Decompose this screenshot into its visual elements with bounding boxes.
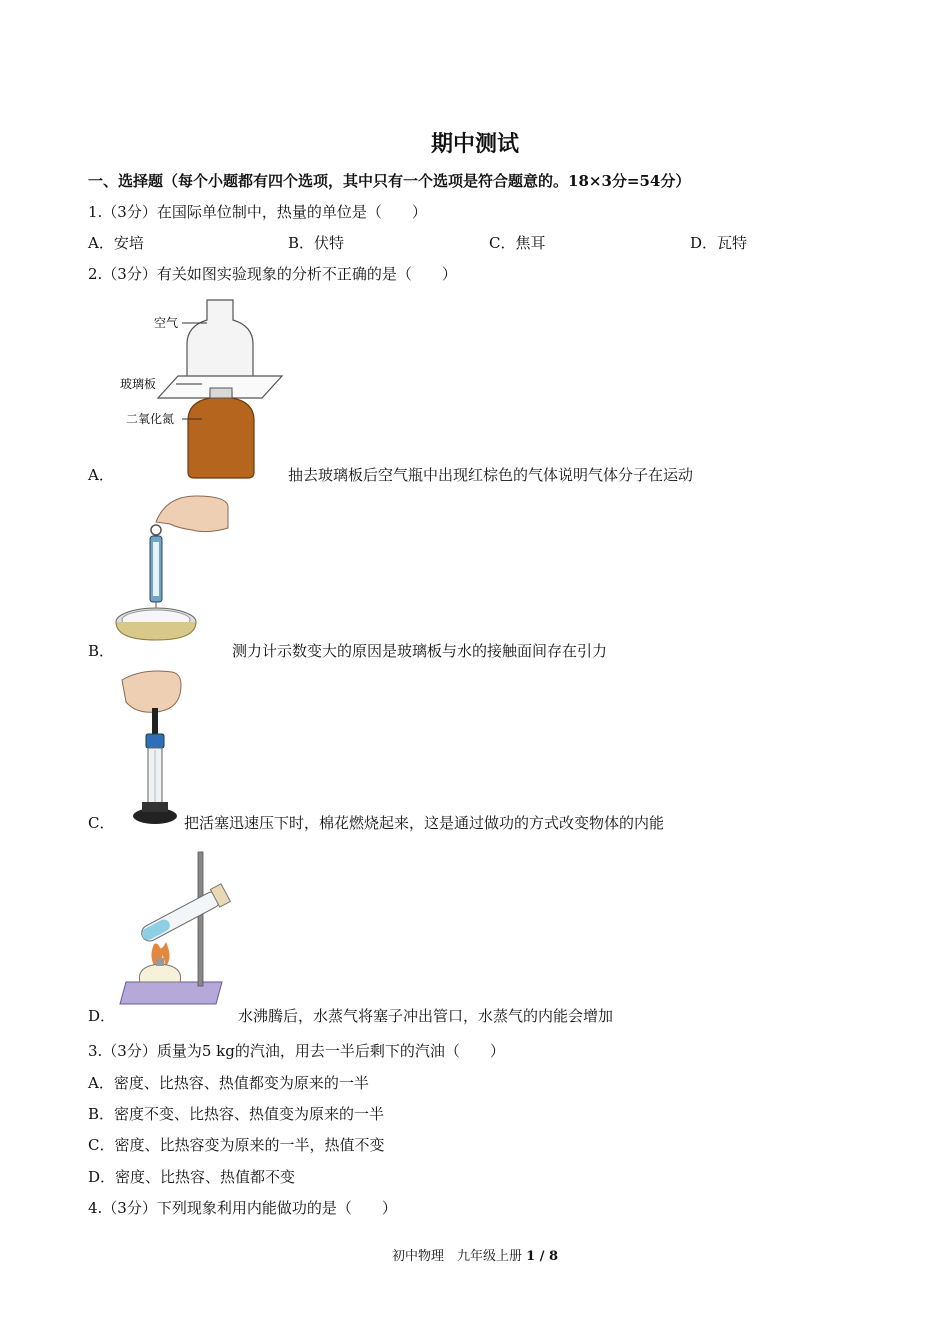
q2-option-d-letter: D． [88,1007,116,1025]
q3-option-a: A．密度、比热容、热值都变为原来的一半 [88,1074,369,1092]
q3-option-c: C．密度、比热容变为原来的一半，热值不变 [88,1136,385,1154]
q1-option-a: A．安培 [88,234,144,252]
q1-option-b: B．伏特 [288,234,345,252]
section-heading: 一、选择题（每个小题都有四个选项，其中只有一个选项是符合题意的。18×3分=54分） [88,172,691,190]
q2-option-c-text: 把活塞迅速压下时，棉花燃烧起来，这是通过做功的方式改变物体的内能 [184,814,665,832]
q2-option-b-letter: B． [88,642,115,660]
page-footer [0,1245,950,1264]
question-4-stem: 4.（3分）下列现象利用内能做功的是（ ） [88,1199,397,1217]
q3-option-d: D．密度、比热容、热值都不变 [88,1168,296,1186]
question-2-stem: 2.（3分）有关如图实验现象的分析不正确的是（ ） [88,265,457,283]
question-3-stem: 3.（3分）质量为5 kg的汽油，用去一半后剩下的汽油（ ） [88,1042,505,1060]
label-glass-plate: 玻璃板 [120,377,157,391]
q3-option-b: B．密度不变、比热容、热值变为原来的一半 [88,1105,385,1123]
label-no2: 二氧化氮 [126,412,175,426]
q2-option-a-text: 抽去玻璃板后空气瓶中出现红棕色的气体说明气体分子在运动 [288,466,694,484]
q2-option-b-text: 测力计示数变大的原因是玻璃板与水的接触面间存在引力 [232,642,608,660]
q2-option-a-letter: A． [88,466,114,484]
footer-text: 初中物理 九年级上册 [391,1249,522,1264]
test-tube-heating-figure [116,848,240,1012]
gas-diffusion-figure [110,292,290,482]
q1-option-d: D．瓦特 [690,234,748,252]
q2-option-c-letter: C． [88,814,115,832]
page-title: 期中测试 [430,131,519,157]
question-1-stem: 1.（3分）在国际单位制中，热量的单位是（ ） [88,203,427,221]
spring-scale-figure [112,492,232,652]
q1-option-c: C．焦耳 [489,234,546,252]
air-compression-figure [112,670,192,830]
page-number: 1 / 8 [526,1249,559,1264]
q2-option-d-text: 水沸腾后，水蒸气将塞子冲出管口，水蒸气的内能会增加 [238,1007,614,1025]
label-air: 空气 [154,316,179,330]
